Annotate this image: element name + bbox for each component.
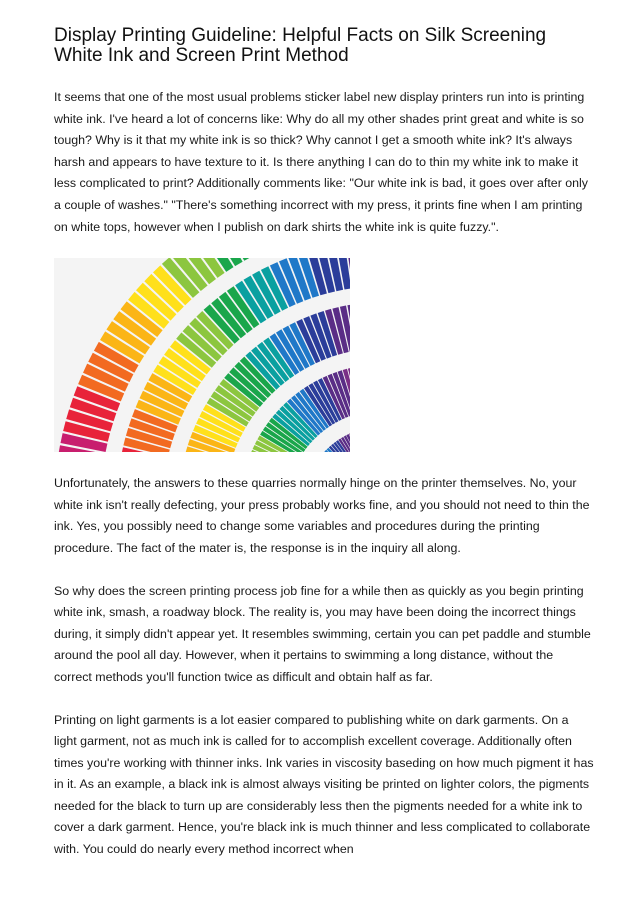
paragraph-answers: Unfortunately, the answers to these quarries normally hinge on the printer themselves. No, your white ink isn't really defecting, your press probably works fine, and you should not need to thin the ink. Yes, you possibly need to change some variables and procedures during the printing procedure. The fact of the mater is, the response is in the inquiry all along. [54,476,590,555]
paragraph-intro: It seems that one of the most usual problems sticker label new display printers run into is printing white ink. I've heard a lot of concerns like: Why do all my other shades print great and white is so tough? Why is it that my white ink is so thick? Why cannot I get a smooth white ink? It's always harsh and appears to have texture to it. Is there anything I can do to thin my white ink to make it less complicated to print? Additionally comments like: "Our white ink is bad, it goes over after only a couple of washes." "There's something incorrect with my press, it prints fine when I am printing on white tops, however when I publish on dark shirts the white ink is quite fuzzy.". [54,90,589,234]
article-title: Display Printing Guideline: Helpful Facts on Silk Screening White Ink and Screen Print Method [54,25,547,66]
color-swatch-fan-image [54,258,350,452]
paragraph-process: So why does the screen printing process job fine for a while then as quickly as you begin printing white ink, smash, a roadway block. The reality is, you may have been doing the incorrect things during, it simply didn't appear yet. It resembles swimming, certain you can pet paddle and stumble around the pool all day. However, when it pertains to swimming a long distance, without the correct methods you'll function twice as difficult and obtain half as far. [54,583,591,684]
paragraph-light-garments: Printing on light garments is a lot easier compared to publishing white on dark garments. On a light garment, not as much ink is called for to accomplish excellent coverage. Additionally often times you're working with thinner inks. Ink varies in viscosity baseding on how much pigment it has in it. As an example, a black ink is almost always visiting be printed on lighter colors, the pigments needed for the black to turn up are considerably less then the pigments needed for a white ink to cover a dark garment. Hence, you're black ink is much thinner and less complicated to collaborate with. You could do nearly every method incorrect when [54,712,594,857]
document-page [54,26,594,861]
